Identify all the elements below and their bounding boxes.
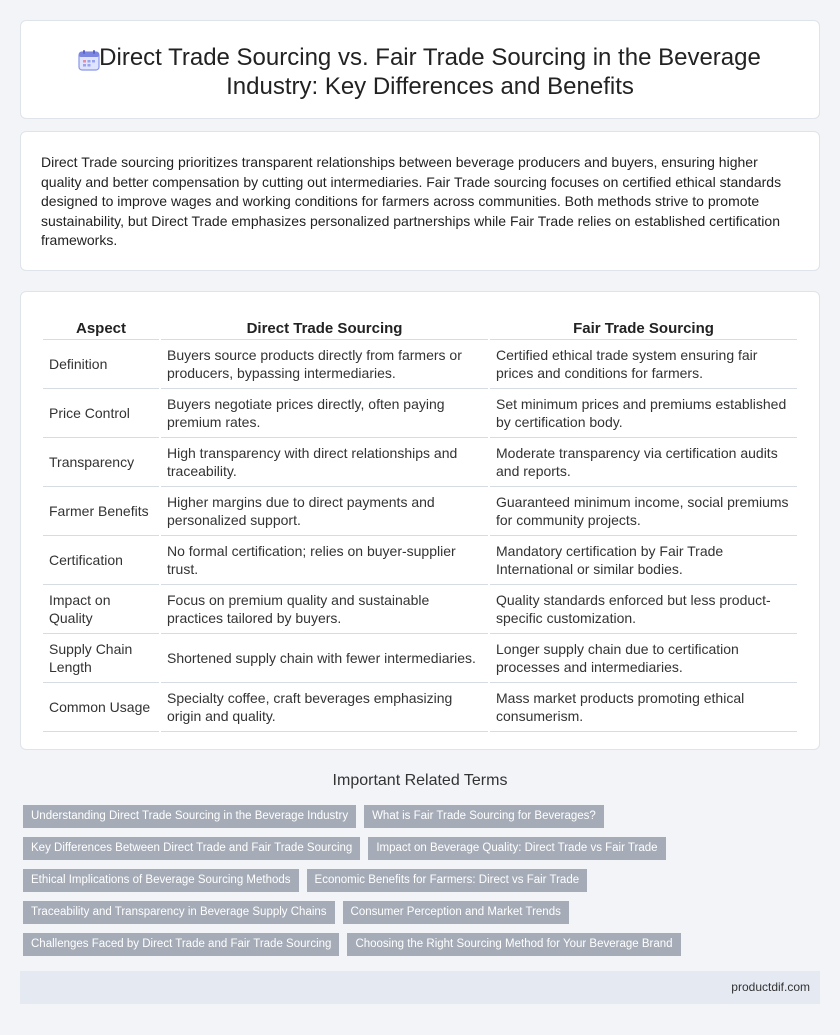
fair-trade-cell: Longer supply chain due to certification processes and intermediaries. (490, 634, 797, 683)
related-term-link[interactable]: Economic Benefits for Farmers: Direct vs Fair Trade (307, 869, 588, 892)
related-term-link[interactable]: Ethical Implications of Beverage Sourcing Methods (23, 869, 299, 892)
page-title: Direct Trade Sourcing vs. Fair Trade Sourcing in the Beverage Industry: Key Differences and Benefits (99, 44, 761, 100)
tag-row (23, 837, 823, 869)
comparison-table (41, 316, 799, 732)
related-terms-heading: Important Related Terms (332, 772, 508, 789)
fair-trade-cell: Mass market products promoting ethical consumerism. (490, 683, 797, 732)
direct-trade-cell: Focus on premium quality and sustainable practices tailored by buyers. (161, 585, 488, 634)
tag-row (23, 805, 823, 837)
table-row (43, 389, 797, 438)
related-terms-list (23, 805, 823, 965)
header-aspect: Aspect (43, 316, 159, 340)
table-header-row (43, 316, 797, 340)
related-term-link[interactable]: Choosing the Right Sourcing Method for Your Beverage Brand (347, 933, 680, 956)
related-term-link[interactable]: Impact on Beverage Quality: Direct Trade vs Fair Trade (368, 837, 665, 860)
table-row (43, 536, 797, 585)
tag-row (23, 933, 823, 965)
aspect-cell: Definition (43, 340, 159, 389)
fair-trade-cell: Moderate transparency via certification audits and reports. (490, 438, 797, 487)
aspect-cell: Impact on Quality (43, 585, 159, 634)
aspect-cell: Price Control (43, 389, 159, 438)
comparison-card (20, 291, 820, 750)
related-term-link[interactable]: Consumer Perception and Market Trends (343, 901, 569, 924)
aspect-cell: Transparency (43, 438, 159, 487)
site-name[interactable]: productdif.com (731, 980, 810, 994)
fair-trade-cell: Set minimum prices and premiums established by certification body. (490, 389, 797, 438)
fair-trade-cell: Guaranteed minimum income, social premiums for community projects. (490, 487, 797, 536)
footer (20, 971, 820, 1004)
direct-trade-cell: Shortened supply chain with fewer intermediaries. (161, 634, 488, 683)
related-term-link[interactable]: Key Differences Between Direct Trade and Fair Trade Sourcing (23, 837, 360, 860)
aspect-cell: Certification (43, 536, 159, 585)
related-term-link[interactable]: Understanding Direct Trade Sourcing in the Beverage Industry (23, 805, 356, 828)
table-row (43, 438, 797, 487)
header-fair-trade: Fair Trade Sourcing (490, 316, 797, 340)
table-row (43, 683, 797, 732)
header-direct-trade: Direct Trade Sourcing (161, 316, 488, 340)
tag-row (23, 901, 823, 933)
direct-trade-cell: Specialty coffee, craft beverages emphasizing origin and quality. (161, 683, 488, 732)
fair-trade-cell: Quality standards enforced but less product-specific customization. (490, 585, 797, 634)
tag-row (23, 869, 823, 901)
direct-trade-cell: Buyers negotiate prices directly, often paying premium rates. (161, 389, 488, 438)
table-row (43, 585, 797, 634)
table-row (43, 634, 797, 683)
related-term-link[interactable]: What is Fair Trade Sourcing for Beverages? (364, 805, 604, 828)
direct-trade-cell: Buyers source products directly from farmers or producers, bypassing intermediaries. (161, 340, 488, 389)
fair-trade-cell: Certified ethical trade system ensuring fair prices and conditions for farmers. (490, 340, 797, 389)
intro-card (20, 131, 820, 271)
title-card (20, 20, 820, 119)
aspect-cell: Common Usage (43, 683, 159, 732)
table-row (43, 487, 797, 536)
aspect-cell: Supply Chain Length (43, 634, 159, 683)
related-term-link[interactable]: Traceability and Transparency in Beverage Supply Chains (23, 901, 335, 924)
direct-trade-cell: High transparency with direct relationships and traceability. (161, 438, 488, 487)
aspect-cell: Farmer Benefits (43, 487, 159, 536)
direct-trade-cell: No formal certification; relies on buyer-supplier trust. (161, 536, 488, 585)
direct-trade-cell: Higher margins due to direct payments and personalized support. (161, 487, 488, 536)
table-row (43, 340, 797, 389)
related-term-link[interactable]: Challenges Faced by Direct Trade and Fair Trade Sourcing (23, 933, 339, 956)
fair-trade-cell: Mandatory certification by Fair Trade International or similar bodies. (490, 536, 797, 585)
intro-paragraph: Direct Trade sourcing prioritizes transparent relationships between beverage producers and buyers, ensuring higher quality and better compensation by cutting out intermediaries. Fair Trade sourcing focuses on certified ethical standards designed to improve wages and working conditions for farmers across communities. Both methods strive to promote sustainability, but Direct Trade emphasizes personalized partnerships while Fair Trade relies on established certification frameworks. (41, 154, 782, 248)
